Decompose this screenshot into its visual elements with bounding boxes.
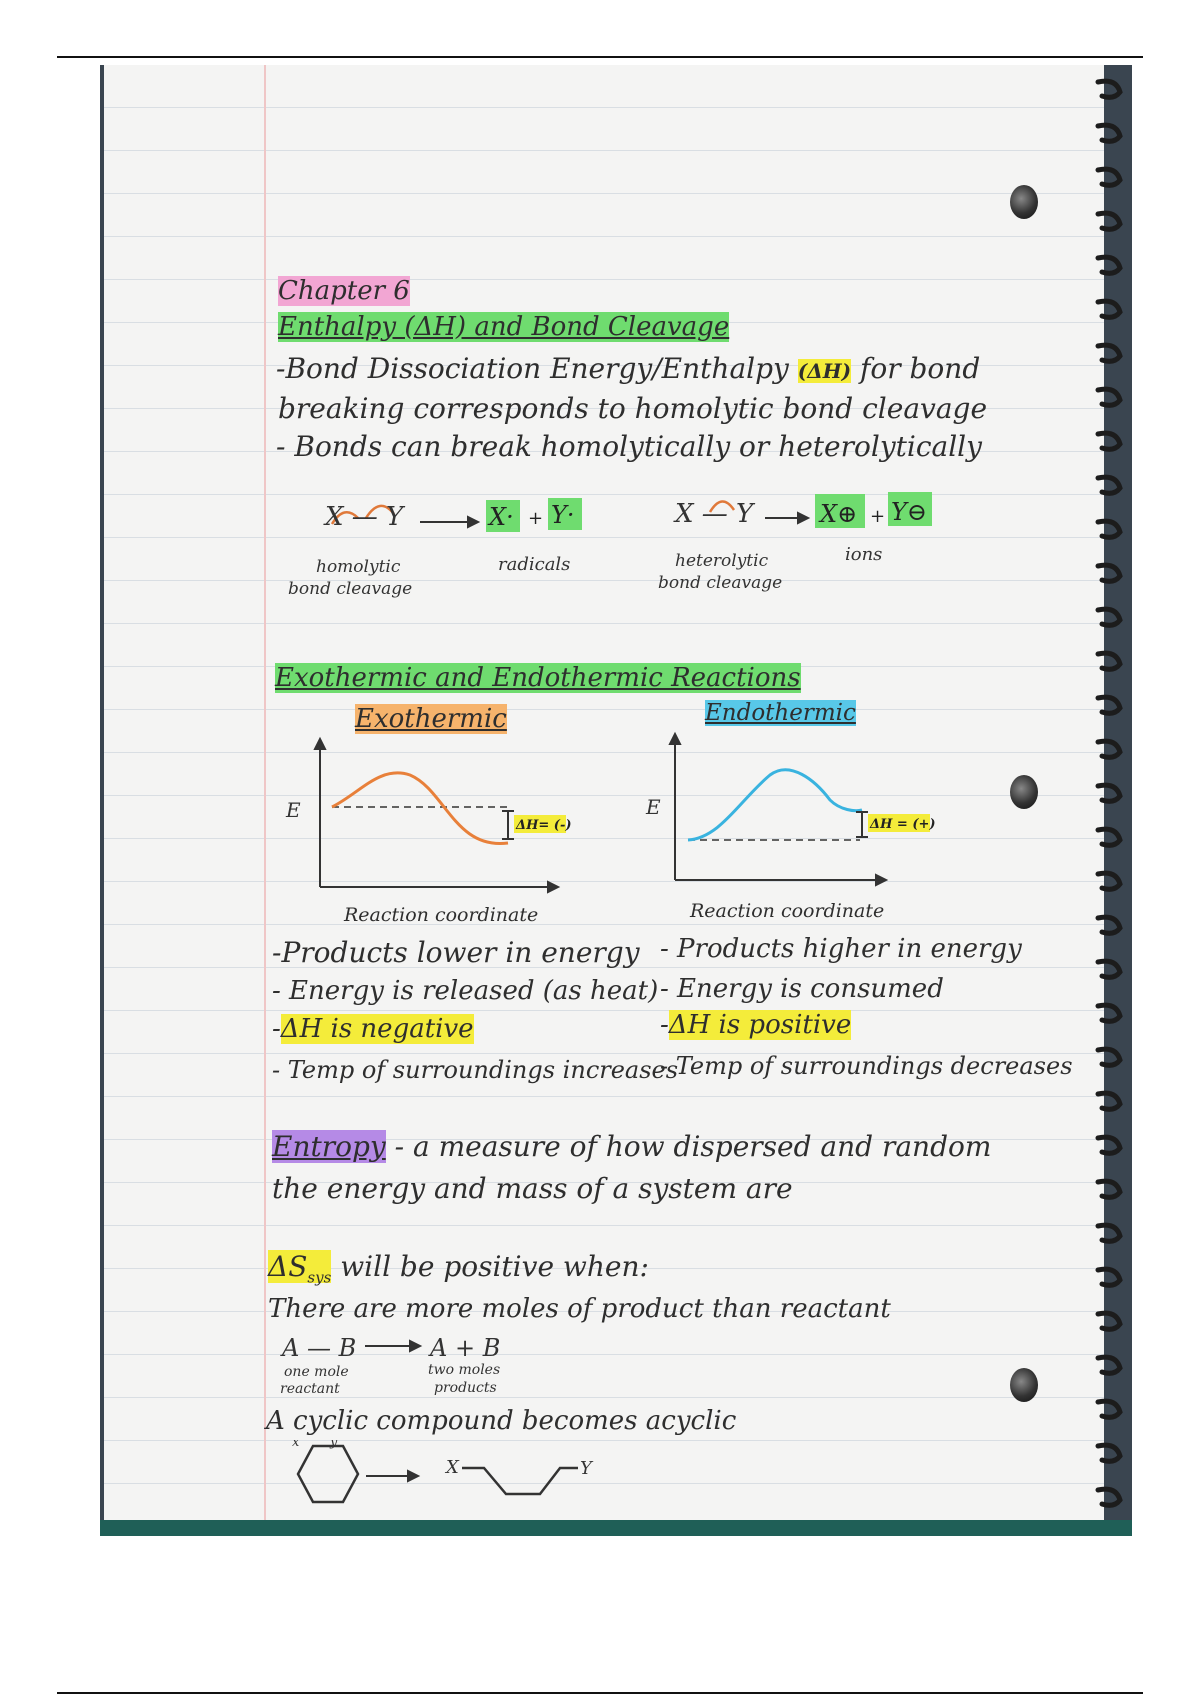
exo-bullet-4: - Temp of surroundings increases: [272, 1056, 679, 1084]
bullet-bond-dissociation: -Bond Dissociation Energy/Enthalpy (ΔH) for bond: [276, 352, 981, 385]
equation-left: A — B: [282, 1334, 357, 1362]
endo-bullet-2: - Energy is consumed: [660, 974, 944, 1004]
binder-hole-top: [1010, 185, 1038, 219]
binder-hole-bottom: [1010, 1368, 1038, 1402]
chapter-title: Chapter 6: [278, 276, 410, 306]
ion-x: X⊕: [820, 500, 858, 528]
entropy-definition-cont: the energy and mass of a system are: [272, 1172, 793, 1205]
bullet-bonds-break: - Bonds can break homolytically or heterolytically: [276, 430, 982, 463]
chain-y-label: Y: [580, 1458, 592, 1479]
condition-cyclic-acyclic: A cyclic compound becomes acyclic: [266, 1406, 737, 1436]
endo-bullet-4: - Temp of surroundings decreases: [660, 1052, 1073, 1080]
exo-delta-h-label: ΔH= (-): [516, 818, 572, 833]
endo-energy-curve: [688, 770, 862, 840]
ions-label: ions: [845, 544, 883, 565]
exo-x-axis-label: Reaction coordinate: [344, 904, 539, 926]
homolytic-label-2: bond cleavage: [288, 579, 413, 599]
spiral-binding-icon: [1090, 70, 1135, 1520]
exo-bullet-1: -Products lower in energy: [272, 936, 640, 969]
exothermic-title: Exothermic: [355, 704, 507, 734]
radical-y: Y·: [551, 501, 575, 529]
entropy-definition: Entropy - a measure of how dispersed and random: [272, 1130, 992, 1163]
endo-axis-e: E: [646, 795, 661, 819]
endo-bullet-1: - Products higher in energy: [660, 934, 1022, 964]
cleavage-diagram: [270, 490, 960, 610]
endo-delta-h-label: ΔH = (+): [870, 817, 936, 832]
margin-line: [264, 65, 266, 1525]
heterolytic-label-1: heterolytic: [675, 551, 769, 571]
bullet-bond-dissociation-cont: breaking corresponds to homolytic bond cleavage: [278, 392, 988, 425]
radicals-label: radicals: [498, 554, 571, 575]
moles-equation: [270, 1330, 550, 1400]
exo-energy-curve: [332, 773, 508, 844]
exo-bullet-3: -ΔH is negative: [272, 1014, 474, 1044]
endothermic-title: Endothermic: [705, 700, 856, 726]
exo-axis-e: E: [286, 798, 301, 822]
chain-x-label: X: [446, 1457, 459, 1478]
binder-hole-middle: [1010, 775, 1038, 809]
exo-bullet-2: - Energy is released (as heat): [272, 976, 659, 1006]
radical-x: X·: [489, 503, 514, 531]
one-mole-note: one mole: [284, 1364, 349, 1380]
reactant-note: reactant: [280, 1381, 340, 1397]
bottom-rule: [57, 1692, 1143, 1694]
ring-y-label: y: [330, 1440, 338, 1450]
cyclohexane-ring-icon: [298, 1446, 358, 1502]
equation-arrow-icon: [365, 1341, 420, 1351]
endo-x-axis-label: Reaction coordinate: [690, 900, 885, 922]
homolytic-reactant: X — Y: [325, 502, 404, 532]
notebook-bottom-edge: [100, 1520, 1132, 1536]
endo-bullet-3: -ΔH is positive: [660, 1010, 852, 1040]
plus-sign-2: +: [870, 506, 886, 527]
equation-right: A + B: [430, 1334, 501, 1362]
heterolytic-label-2: bond cleavage: [658, 573, 783, 593]
condition-more-moles: There are more moles of product than reactant: [268, 1294, 891, 1324]
top-rule: [57, 56, 1143, 58]
ion-y: Y⊖: [891, 498, 927, 526]
plus-sign-1: +: [528, 508, 544, 529]
ring-x-label: x: [292, 1440, 300, 1450]
two-moles-note: two moles: [428, 1362, 501, 1378]
products-note: products: [434, 1380, 497, 1396]
ring-opening-arrow-icon: [366, 1471, 418, 1481]
cyclic-to-acyclic-diagram: [270, 1440, 610, 1520]
section-heading-enthalpy: Enthalpy (ΔH) and Bond Cleavage: [278, 312, 730, 342]
homolytic-label-1: homolytic: [316, 557, 401, 577]
section-heading-exo-endo: Exothermic and Endothermic Reactions: [275, 663, 801, 693]
acyclic-chain-icon: [462, 1468, 578, 1494]
heterolytic-reactant: X — Y: [675, 499, 754, 529]
delta-s-statement: $\Delta S_{sys}$ will be positive when:: [268, 1250, 649, 1287]
